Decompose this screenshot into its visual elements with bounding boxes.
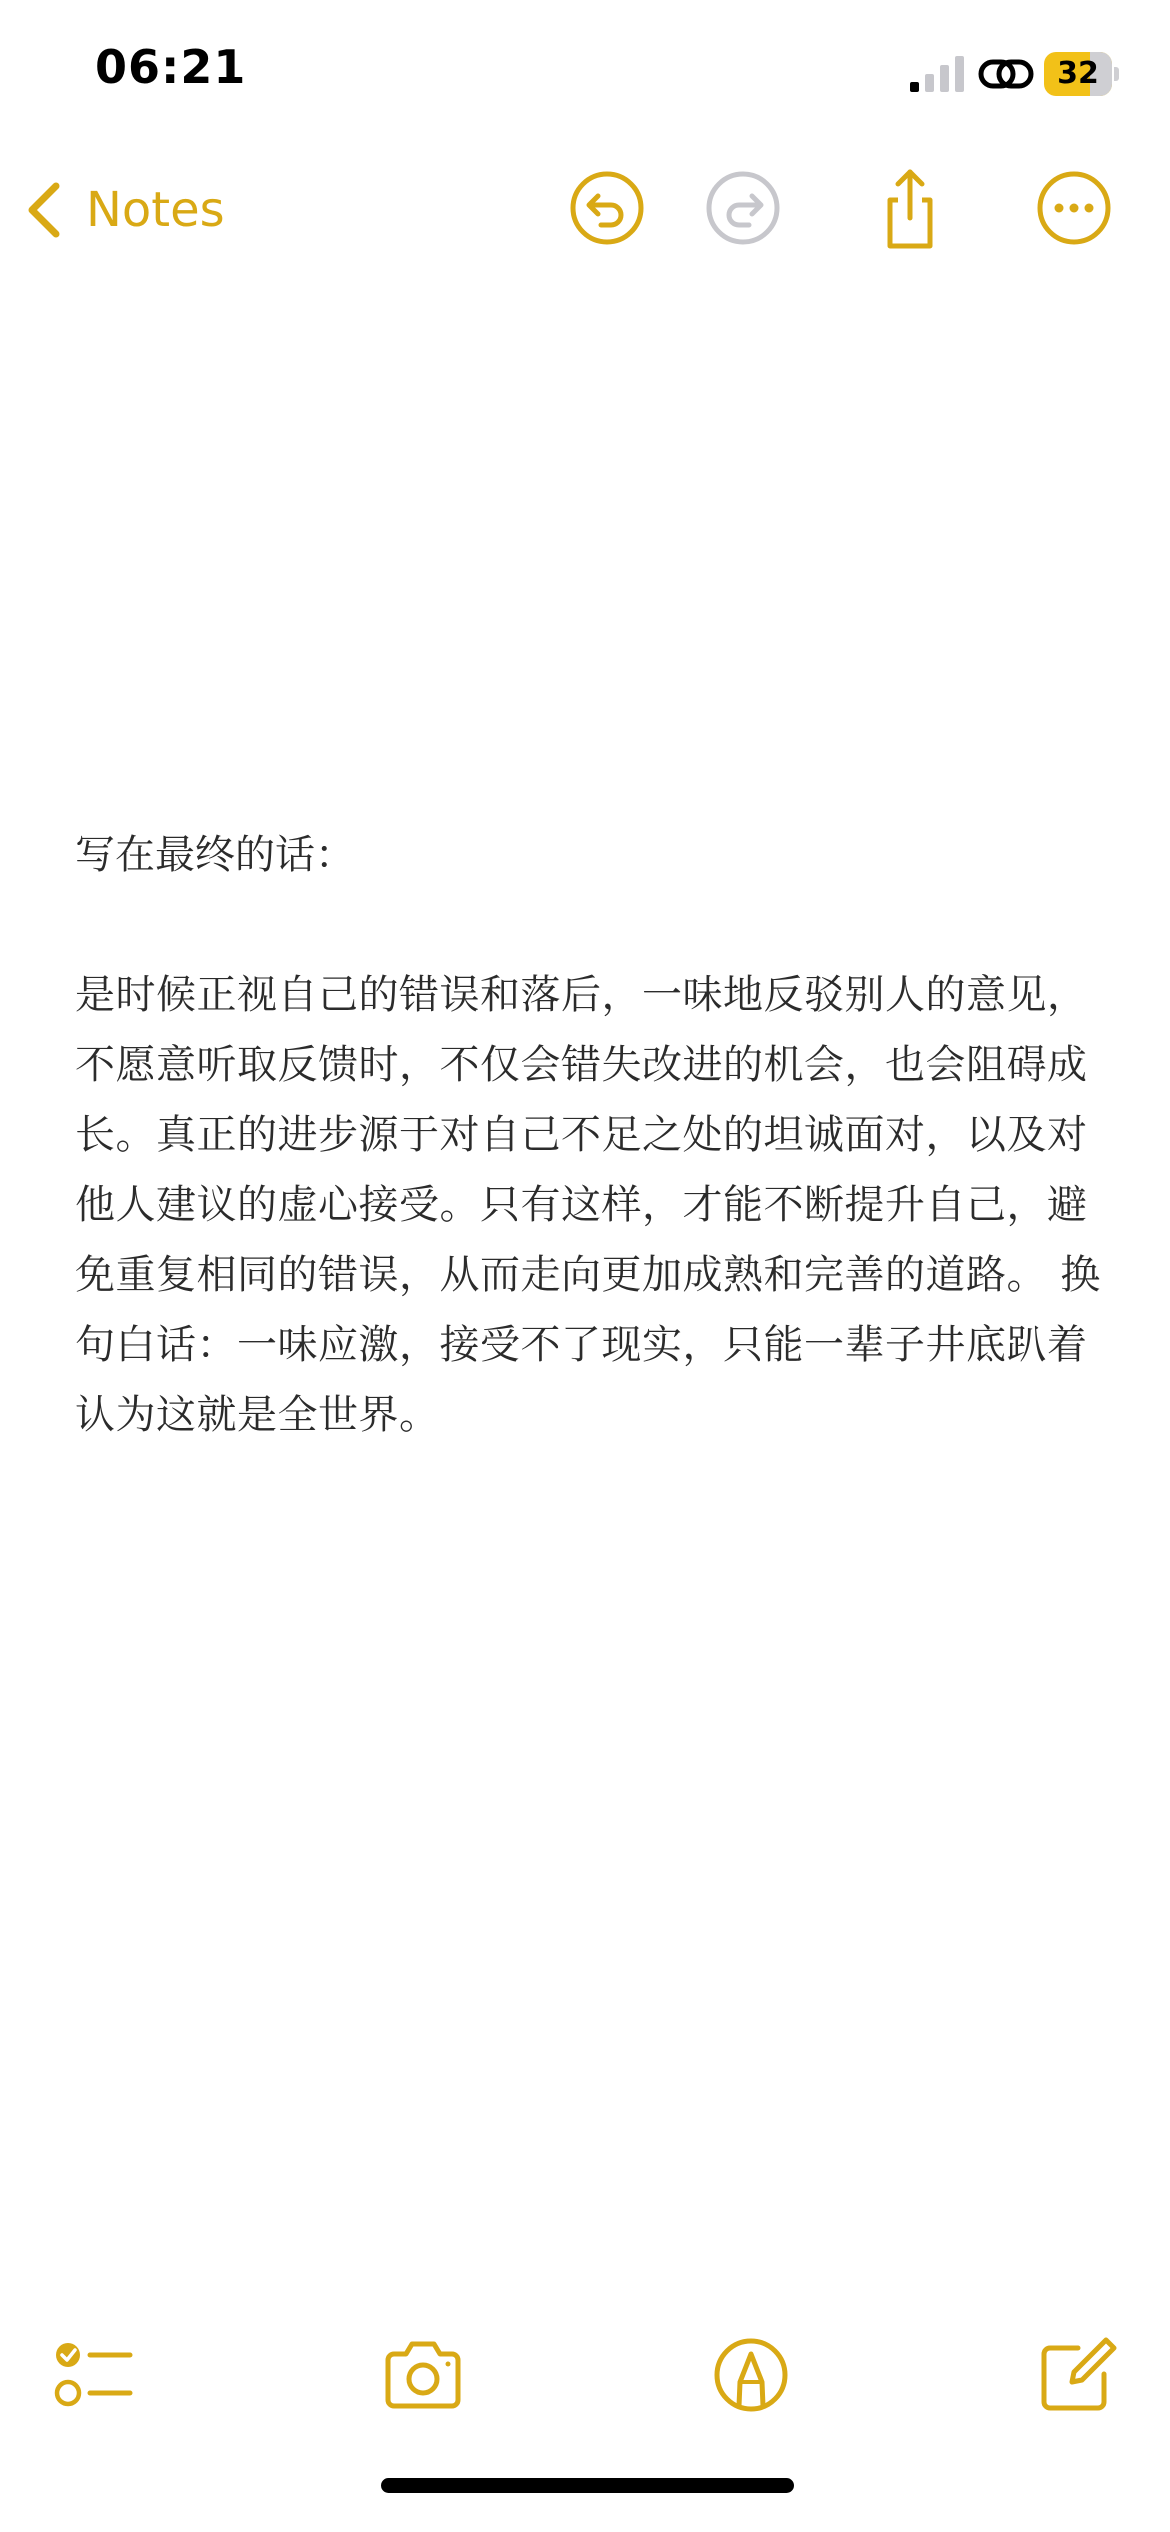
checklist-icon[interactable] — [48, 2330, 138, 2420]
battery-level: 32 — [1057, 56, 1099, 91]
navigation-bar — [0, 150, 1170, 270]
link-icon — [978, 54, 1034, 94]
note-content[interactable] — [75, 820, 1105, 1450]
battery-body — [1044, 52, 1112, 96]
status-bar — [0, 0, 1170, 150]
compose-icon[interactable] — [1032, 2330, 1122, 2420]
markup-icon[interactable] — [706, 2330, 796, 2420]
share-icon[interactable] — [868, 166, 952, 250]
battery-icon — [1044, 52, 1120, 96]
chevron-left-icon — [24, 180, 64, 240]
note-paragraph: 是时候正视自己的错误和落后，一味地反驳别人的意见，不愿意听取反馈时，不仅会错失改进的机会，也会阻碍成长。真正的进步源于对自己不足之处的坦诚面对，以及对他人建议的虚心接受。只有这样，才能不断提升自己，避免重复相同的错误，从而走向更加成熟和完善的道路。 换句白话：一味应激，接受不了现实，只能一辈子井底趴着认为这就是全世界。 — [75, 972, 1101, 1438]
camera-icon[interactable] — [378, 2330, 468, 2420]
more-icon[interactable] — [1032, 166, 1116, 250]
back-button[interactable] — [24, 172, 225, 248]
signal-icon — [910, 56, 966, 92]
status-time: 06:21 — [95, 40, 247, 94]
back-button-label: Notes — [86, 182, 225, 238]
battery-tip — [1114, 67, 1119, 81]
home-indicator[interactable] — [381, 2478, 794, 2493]
bottom-toolbar — [0, 2310, 1170, 2440]
redo-icon[interactable] — [701, 166, 785, 250]
note-title: 写在最终的话： — [75, 832, 355, 878]
undo-icon[interactable] — [565, 166, 649, 250]
